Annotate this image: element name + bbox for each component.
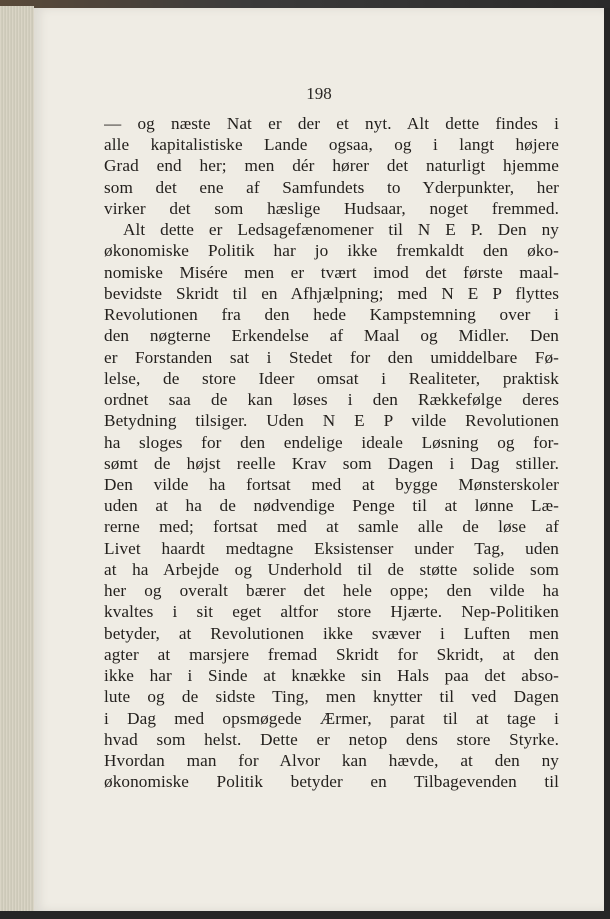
text-line: ikke har i Sinde at knække sin Hals paa det abso- (104, 666, 559, 686)
text-line: Revolutionen fra den hede Kampstemning over i (104, 305, 559, 325)
text-line: ordnet saa de kan løses i den Rækkefølge deres (104, 390, 559, 410)
text-line: er Forstanden sat i Stedet for den umiddelbare Fø- (104, 347, 559, 367)
text-line: den nøgterne Erkendelse af Maal og Midler. Den (104, 326, 559, 346)
text-line: ha sloges for den endelige ideale Løsning og for- (104, 432, 559, 452)
scan-top-edge (0, 0, 610, 8)
text-line: her og overalt bærer det hele oppe; den vilde ha (104, 581, 559, 601)
text-line: som det ene af Samfundets to Yderpunkter, her (104, 177, 559, 197)
text-line: Livet haardt medtagne Eksistenser under Tag, uden (104, 538, 559, 558)
book-page-edges (0, 6, 34, 911)
page-number: 198 (306, 84, 332, 103)
text-line: nomiske Misére men er tvært imod det første maal- (104, 262, 559, 282)
text-line: betyder, at Revolutionen ikke svæver i Luften men (104, 623, 559, 643)
text-line: bevidste Skridt til en Afhjælpning; med N E P flyttes (104, 283, 559, 303)
text-line: lute og de sidste Ting, men knytter til ved Dagen (104, 687, 559, 707)
text-line: virker det som hæslige Hudsaar, noget fremmed. (104, 198, 559, 218)
text-line: Betydning tilsiger. Uden N E P vilde Revolutionen (104, 411, 559, 431)
text-line: alle kapitalistiske Lande ogsaa, og i langt højere (104, 135, 559, 155)
text-line: Grad end her; men dér hører det naturligt hjemme (104, 156, 559, 176)
text-line: Den vilde ha fortsat med at bygge Mønsterskoler (104, 474, 559, 494)
text-line: Hvordan man for Alvor kan hævde, at den ny (104, 751, 559, 771)
text-line: rerne med; fortsat med at samle alle de løse af (104, 517, 559, 537)
text-line: i Dag med opsmøgede Ærmer, parat til at tage i (104, 708, 559, 728)
text-line: at ha Arbejde og Underhold til de støtte solide som (104, 559, 559, 579)
text-line: sømt de højst reelle Krav som Dagen i Dag stiller. (104, 453, 559, 473)
page-text-body (104, 113, 559, 793)
text-line: — og næste Nat er der et nyt. Alt dette findes i (104, 114, 559, 133)
text-line: økonomiske Politik betyder en Tilbagevenden til (104, 772, 559, 792)
text-line: hvad som helst. Dette er netop dens store Styrke. (104, 729, 559, 749)
text-line: økonomiske Politik har jo ikke fremkaldt den øko- (104, 241, 559, 261)
text-line: uden at ha de nødvendige Penge til at lønne Læ- (104, 496, 559, 516)
text-line: lelse, de store Ideer omsat i Realiteter, praktisk (104, 368, 559, 388)
text-line: kvaltes i sit eget altfor store Hjærte. Nep-Politiken (104, 602, 559, 622)
text-line: Alt dette er Ledsagefænomener til N E P. Den ny (123, 220, 559, 240)
text-line: agter at marsjere fremad Skridt for Skridt, at den (104, 644, 559, 664)
